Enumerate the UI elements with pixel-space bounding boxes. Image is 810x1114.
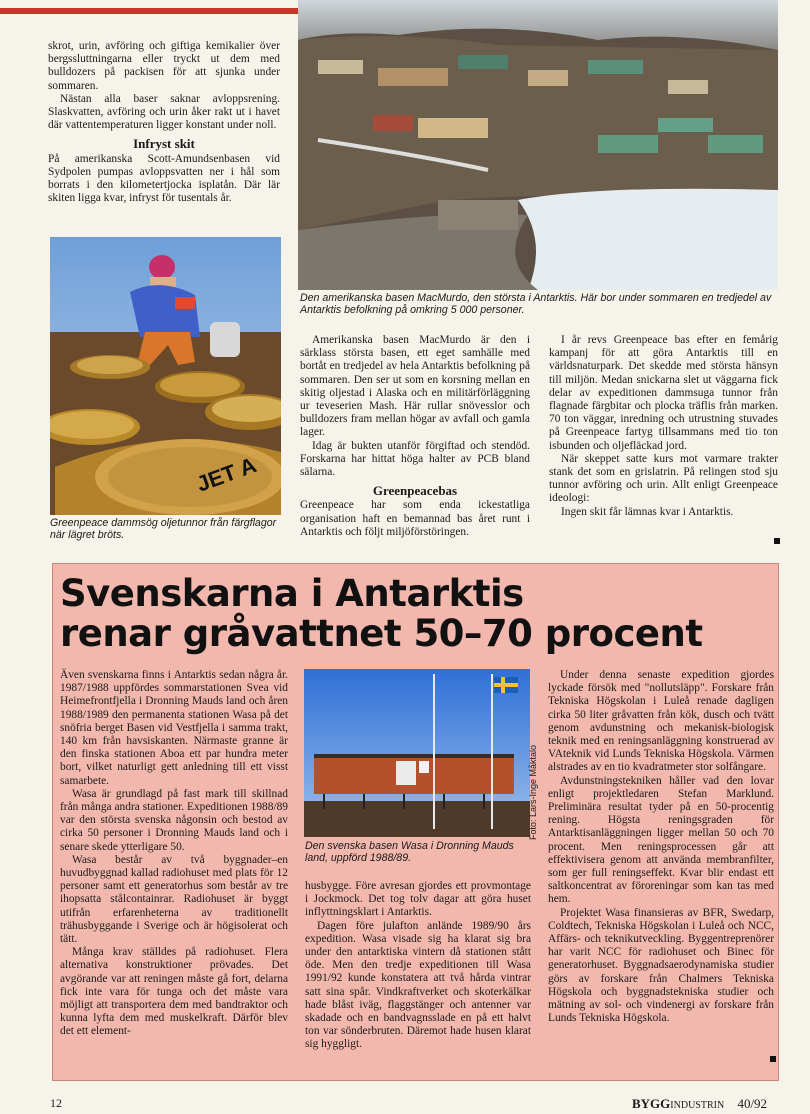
macmurdo-photo-caption: Den amerikanska basen MacMurdo, den största i Antarktis. Här bor under sommaren en tredjedel av Antarktis befolkning på omkring 5 000 personer. (300, 292, 772, 317)
headline-line-1: Svenskarna i Antarktis (60, 572, 524, 615)
paragraph: Wasa består av två byggnader–en huvudbyggnad kallad radiohuset med plats för 12 personer samt ett generatorhus som består av tre ihopsatta stålcontainrar. Radiohuset är byggt utifrån erfarenheterna av traditionellt trähusbyggande i Sverige och är högisolerat och tätt. (60, 853, 288, 946)
end-of-article-mark (774, 538, 780, 544)
paragraph: Många krav ställdes på radiohuset. Flera alternativa konstruktioner prövades. Det avgörande var att reningen måste gå fort, delarna fick inte vara för tunga och det måste vara möjligt att transportera dem med bandtraktor och kunna lyfta dem med muskelkraft. Därför blev det ett element- (60, 946, 288, 1038)
top-accent-bar (0, 8, 298, 14)
paragraph: När skeppet satte kurs mot varmare trakter stank det som en grislatrin. På relingen stod sju tunnor avföring och urin. Allt enligt Greenpeace ideologi: (549, 452, 778, 505)
paragraph: Under denna senaste expedition gjordes lyckade försök med "nollutsläpp". Forskare från Tekniska Högskolan i Luleå renade dagligen cirka 50 liter gråvatten från kök, dusch och tvätt genom avdunstning och mekanisk-biologisk teknik med en reningsanläggning konstruerad av VAteknik vid Lunds Tekniska Högskola. Värmen alstrades av en tio kvadratmeter stor solfångare. (548, 669, 774, 774)
paragraph: skrot, urin, avföring och giftiga kemikalier över bergssluttningarna eller tryckt ut dem med bulldozers på packisen för att sjunka under sommaren. (48, 40, 280, 92)
paragraph: Dagen före julafton anlände 1989/90 års expedition. Wasa visade sig ha klarat sig bra under den antarktiska vintern då stationen stått öde. Men den tredje expeditionen till Wasa 1991/92 kunde konstatera att två hårda vintrar satt sina spår. Vindkraftverket och skoterkälkar hade blåst iväg, flaggstänger och antenner var skadade och en bandvagnsslade en på ett halvt ton var sönderbruten. Däremot hade husen klarat sig hyggligt. (305, 919, 531, 1051)
paragraph: I år revs Greenpeace bas efter en femårig kampanj för att göra Antarktis till en världsnaturpark. Det skedde med största hänsyn till miljön. Medan snickarna slet ut väggarna fick delar av expeditionen dammsuga tunnor från flagnade färgbitar och plocka träflis från marken. 70 ton väggar, inredning och utrustning stuvades på Greenpeace fartyg tillsammans med tio ton isbunden och oljefläckad jord. (549, 334, 778, 452)
end-of-box-mark (770, 1056, 776, 1062)
paragraph: Wasa är grundlagd på fast mark till skillnad från många andra stationer. Expeditionen 1988/89 var den största svenska någonsin och bestod av cirka 50 personer i Dronning Mauds land och i senare skede ytterligare 50. (60, 787, 288, 853)
right-upper-text-column (549, 334, 778, 519)
middle-upper-text-column (300, 334, 530, 539)
brand-bygg: BYGG (632, 1096, 671, 1111)
photo-credit: Foto: Lars-Inge Måktalo (528, 744, 538, 840)
paragraph: Även svenskarna finns i Antarktis sedan några år. 1987/1988 uppfördes sommarstationen Svea vid Heimefrontfjella i Dronning Mauds land och åren 1988/1989 den permanenta stationen Wasa på det snöfria berget Basen vid Vestfjella i samma trakt, 140 km från havsiskanten. Närmaste granne är den finska stationen Aboa ett par hundra meter bort, vilket naturligt gett anledning till ett visst samarbete. (60, 669, 288, 787)
paragraph: Idag är bukten utanför förgiftad och stendöd. Forskarna har hittat höga halter av PCB bland sälarna. (300, 439, 530, 479)
wasa-photo-caption: Den svenska basen Wasa i Dronning Mauds land, uppförd 1988/89. (305, 840, 514, 865)
greenpeace-barrels-photo (50, 237, 281, 515)
paragraph: Avdunstningstekniken håller vad den lovar enligt projektledaren Stefan Marklund. Preliminära resultat tyder på en 50-procentig rening. Högsta reningsgraden för Antarktisanläggningen ligger mellan 50 och 70 procent. Men reningsprocessen går att effektivisera genom att använda membranfilter, som ger full reningseffekt. Kvar blir endast ett saltkoncentrat av föroreningar som kan tas med hem. (548, 774, 774, 906)
sidebar-headline (60, 574, 703, 654)
greenpeace-photo-caption: Greenpeace dammsög oljetunnor från färgflagor när lägret bröts. (50, 517, 277, 542)
brand-industrin: INDUSTRIN (670, 1100, 725, 1111)
headline-line-2: renar gråvattnet 50–70 procent (60, 612, 703, 655)
barrel-label-text: JET A (193, 452, 260, 497)
issue-number: 40/92 (737, 1096, 768, 1111)
paragraph: Amerikanska basen MacMurdo är den i särklass största basen, ett eget samhälle med bortåt en tredjedel av hela Antarktis befolkning på sommaren. Den ser ut som en korsning mellan en skitig oljestad i Alaska och en militärförläggning ur teveserien Mash. Här rullar snövesslor och bulldozers fram mellan högar av avfall och gamla lager. (300, 334, 530, 439)
box-middle-text-column (305, 880, 531, 1052)
box-left-text-column (60, 669, 288, 1039)
paragraph (549, 506, 778, 519)
paragraph: Greenpeace har som enda ickestatliga organisation haft en bemannad bas året runt i Antarktis och följt miljöförstöringen. (300, 499, 530, 538)
paragraph: husbygge. Före avresan gjordes ett provmontage i Jockmock. Det tog tolv dagar att göra huset inflyttningsklart i Antarktis. (305, 880, 531, 919)
top-left-text-column (48, 40, 280, 205)
subheading: Greenpeacebas (372, 483, 458, 499)
subheading: Infryst skit (133, 136, 195, 152)
page-number: 12 (50, 1096, 62, 1110)
macmurdo-base-photo (298, 0, 778, 290)
magazine-footer (632, 1096, 767, 1112)
wasa-station-photo (304, 669, 530, 837)
box-right-text-column (548, 669, 774, 1025)
paragraph: Nästan alla baser saknar avloppsrening. Slaskvatten, avföring och urin åker rakt ut i havet där vattentemperaturen ligger konstant under noll. (48, 92, 280, 132)
paragraph: På amerikanska Scott-Amundsenbasen vid Sydpolen pumpas avloppsvatten ner i hål som borrats i den kilometertjocka isplatån. Där lär skiten ligga kvar, infryst för tusentals år. (48, 152, 280, 205)
closing-sentence: Ingen skit får lämnas kvar i Antarktis. (561, 505, 734, 518)
paragraph: Projektet Wasa finansieras av BFR, Swedarp, Coldtech, Tekniska Högskolan i Luleå och NCC, Affärs- och teknikutveckling. Byggentreprenörer har varit NCC för radiohuset och Binec för generatorhuset. Byggnadsaerodynamiska studier görs av forskare från Chalmers Tekniska Högskola och byggnadstekniska studier och mätning av sol- och vindenergi av forskare från Lunds Tekniska Högskola. (548, 906, 774, 1025)
